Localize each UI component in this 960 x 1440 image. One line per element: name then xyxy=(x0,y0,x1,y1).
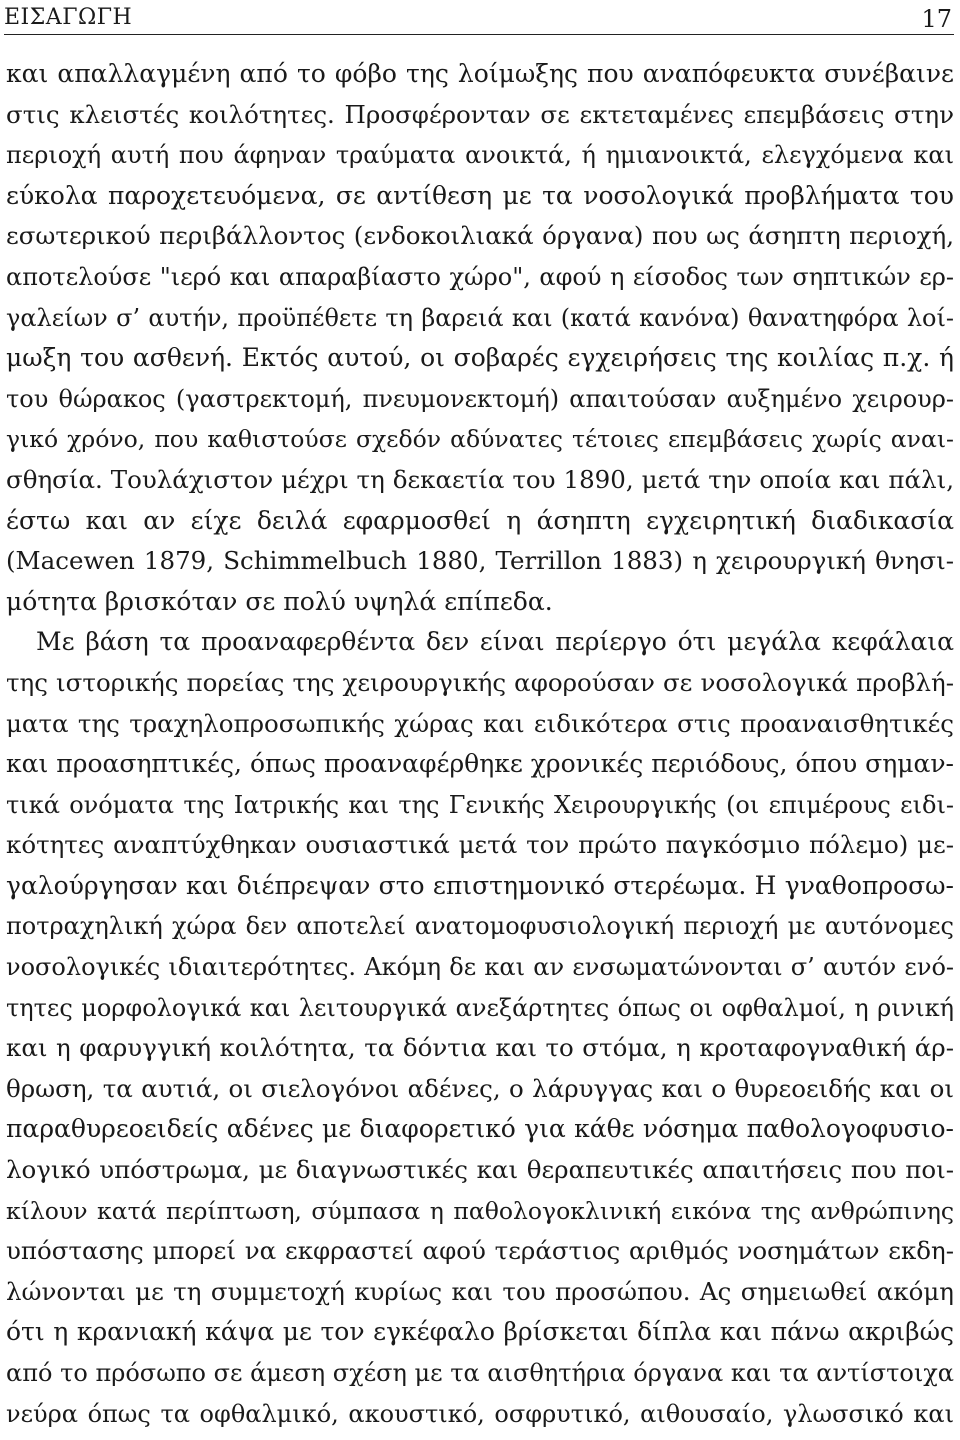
text-line: και η φαρυγγική κοιλότητα, τα δόντια και το στόμα, η κροταφογναθική άρ- xyxy=(6,1033,954,1063)
text-line: σθησία. Τουλάχιστον μέχρι τη δεκαετία του 1890, μετά την οποία και πάλι, xyxy=(6,464,954,494)
text-line: ποτραχηλική χώρα δεν αποτελεί ανατομοφυσιολογική περιοχή με αυτόνομες xyxy=(6,912,954,941)
running-header xyxy=(4,2,954,35)
text-line: μωξη του ασθενή. Εκτός αυτού, οι σοβαρές εγχειρήσεις της κοιλίας π.χ. ή xyxy=(6,343,954,373)
text-line: τικά ονόματα της Ιατρικής και της Γενικής Χειρουργικής (οι επιμέρους ειδι- xyxy=(6,790,954,819)
text-line: αποτελούσε "ιερό και απαραβίαστο χώρο", αφού η είσοδος των σηπτικών ερ- xyxy=(6,262,954,291)
text-line: λογικό υπόστρωμα, με διαγνωστικές και θεραπευτικές απαιτήσεις που ποι- xyxy=(6,1155,954,1185)
text-line: περιοχή αυτή που άφηναν τραύματα ανοικτά, ή ημιανοικτά, ελεγχόμενα και xyxy=(6,141,954,170)
text-line: μότητα βρισκόταν σε πολύ υψηλά επίπεδα. xyxy=(6,586,553,616)
text-line: τητες μορφολογικά και λειτουργικά ανεξάρτητες όπως οι οφθαλμοί, η ρινική xyxy=(6,993,954,1022)
text-line: γικό χρόνο, που καθιστούσε σχεδόν αδύνατες τέτοιες επεμβάσεις χωρίς αναι- xyxy=(6,425,954,454)
text-line: και προασηπτικές, όπως προαναφέρθηκε χρονικές περιόδους, όπου σημαν- xyxy=(6,749,954,779)
text-line: του θώρακος (γαστρεκτομή, πνευμονεκτομή) απαιτούσαν αυξημένο χειρουρ- xyxy=(6,384,954,413)
running-title: ΕΙΣΑΓΩΓΗ xyxy=(4,5,133,30)
text-line: κότητες αναπτύχθηκαν ουσιαστικά μετά τον πρώτο παγκόσμιο πόλεμο) με- xyxy=(6,830,954,860)
text-line: λώνονται με τη συμμετοχή κυρίως και του προσώπου. Ας σημειωθεί ακόμη xyxy=(6,1276,954,1306)
text-line: γαλείων σ’ αυτήν, προϋπέθετε τη βαρειά και (κατά κανόνα) θανατηφόρα λοί- xyxy=(6,303,954,332)
text-line: στις κλειστές κοιλότητες. Προσφέρονταν σε εκτεταμένες επεμβάσεις στην xyxy=(6,99,954,129)
text-line: έστω και αν είχε δειλά εφαρμοσθεί η άσηπτη εγχειρητική διαδικασία xyxy=(6,505,954,535)
text-line: ματα της τραχηλοπροσωπικής χώρας και ειδικότερα στις προαναισθητικές xyxy=(6,708,954,738)
text-line: παραθυρεοειδείς αδένες με διαφορετικό για κάθε νόσημα παθολογοφυσιο- xyxy=(6,1114,954,1144)
text-line: της ιστορικής πορείας της χειρουργικής αφορούσαν σε νοσολογικά προβλή- xyxy=(6,667,954,697)
text-line: κίλουν κατά περίπτωση, σύμπασα η παθολογοκλινική εικόνα της ανθρώπινης xyxy=(6,1196,954,1225)
text-line: νεύρα όπως τα οφθαλμικό, ακουστικό, οσφρυτικό, αιθουσαίο, γλωσσικό και xyxy=(6,1399,954,1428)
page-number: 17 xyxy=(921,5,952,33)
text-line: γαλούργησαν και διέπρεψαν στο επιστημονικό στερέωμα. Η γναθοπροσω- xyxy=(6,870,954,900)
text-line: και απαλλαγμένη από το φόβο της λοίμωξης που αναπόφευκτα συνέβαινε xyxy=(6,59,954,88)
text-line: από το πρόσωπο σε άμεση σχέση με τα αισθητήρια όργανα και τα αντίστοιχα xyxy=(6,1359,954,1387)
text-line: εύκολα παροχετευόμενα, σε αντίθεση με τα νοσολογικά προβλήματα του xyxy=(6,180,954,210)
text-line: (Macewen 1879, Schimmelbuch 1880, Terrillon 1883) η χειρουργική θνησι- xyxy=(6,546,954,576)
text-line: ότι η κρανιακή κάψα με τον εγκέφαλο βρίσκεται δίπλα και πάνω ακριβώς xyxy=(6,1317,954,1347)
text-line: εσωτερικού περιβάλλοντος (ενδοκοιλιακά όργανα) που ως άσηπτη περιοχή, xyxy=(6,221,954,251)
body-text xyxy=(6,54,954,1434)
paragraph-first-line: Με βάση τα προαναφερθέντα δεν είναι περίεργο ότι μεγάλα κεφάλαια xyxy=(36,627,954,657)
text-line: υπόστασης μπορεί να εκφραστεί αφού τεράστιος αριθμός νοσημάτων εκδη- xyxy=(6,1236,954,1266)
text-line: νοσολογικές ιδιαιτερότητες. Ακόμη δε και αν ενσωματώνονται σ’ αυτόν ενό- xyxy=(6,953,954,982)
text-line: θρωση, τα αυτιά, οι σιελογόνοι αδένες, ο λάρυγγας και ο θυρεοειδής και οι xyxy=(6,1073,954,1103)
